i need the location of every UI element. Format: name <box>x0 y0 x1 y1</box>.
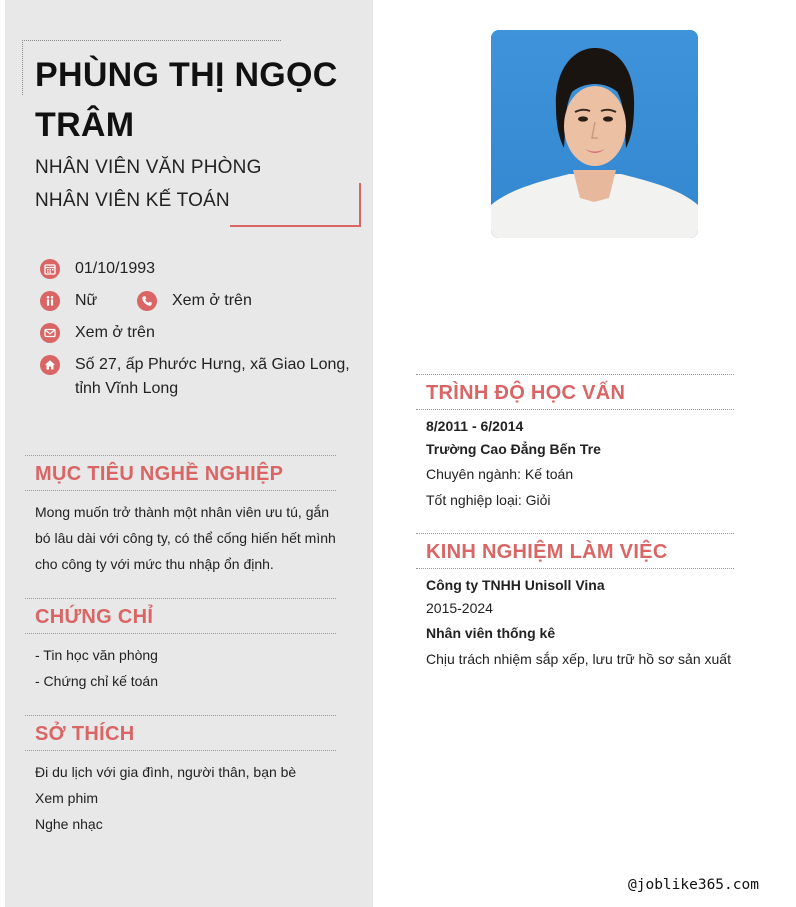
education-major: Chuyên ngành: Kế toán <box>426 466 574 482</box>
experience-title: KINH NGHIỆM LÀM VIỆC <box>426 541 668 563</box>
hobby-item: Đi du lịch với gia đình, người thân, bạn bè <box>35 764 297 780</box>
profile-photo <box>491 30 698 238</box>
experience-company: Công ty TNHH Unisoll Vina <box>426 577 605 593</box>
hobbies-header <box>25 715 336 751</box>
objective-title: MỤC TIÊU NGHỀ NGHIỆP <box>35 463 284 485</box>
experience-header <box>416 533 734 569</box>
home-icon <box>40 355 60 375</box>
certificate-item: - Chứng chỉ kế toán <box>35 673 158 689</box>
hobby-item: Xem phim <box>35 790 99 806</box>
watermark-text: @joblike365.com <box>628 877 759 893</box>
experience-period: 2015-2024 <box>426 600 493 616</box>
objective-header <box>25 455 336 491</box>
certificate-item: - Tin học văn phòng <box>35 647 158 663</box>
candidate-name: PHÙNG THỊ NGỌC TRÂM <box>35 56 338 144</box>
education-grade: Tốt nghiệp loại: Giỏi <box>426 492 551 508</box>
education-title: TRÌNH ĐỘ HỌC VẤN <box>426 382 626 404</box>
portrait-illustration <box>491 30 698 238</box>
education-school: Trường Cao Đẳng Bến Tre <box>426 441 601 457</box>
phone-icon <box>137 291 157 311</box>
hobby-item: Nghe nhạc <box>35 816 103 832</box>
objective-text: Mong muốn trở thành một nhân viên ưu tú, gắn bó lâu dài với công ty, có thể cống hiến hết mình cho công ty với mức thu nhập ổn định. <box>35 504 336 572</box>
education-period: 8/2011 - 6/2014 <box>426 418 524 434</box>
calendar-icon <box>40 259 60 279</box>
phone-value: Xem ở trên <box>172 292 252 309</box>
email-value: Xem ở trên <box>75 324 155 341</box>
certificates-title: CHỨNG CHỈ <box>35 606 154 628</box>
gender-value: Nữ <box>75 292 98 309</box>
job-title-2: NHÂN VIÊN KẾ TOÁN <box>35 190 230 211</box>
gender-icon <box>40 291 60 311</box>
job-title-1: NHÂN VIÊN VĂN PHÒNG <box>35 157 262 178</box>
address-value: Số 27, ấp Phước Hưng, xã Giao Long, tỉnh Vĩnh Long <box>75 356 350 397</box>
job-frame-decoration <box>230 183 361 227</box>
experience-position: Nhân viên thống kê <box>426 625 556 641</box>
email-icon <box>40 323 60 343</box>
hobbies-title: SỞ THÍCH <box>35 723 135 745</box>
birthday-value: 01/10/1993 <box>75 260 156 277</box>
experience-description: Chịu trách nhiệm sắp xếp, lưu trữ hồ sơ sản xuất <box>426 651 731 667</box>
education-header <box>416 374 734 410</box>
certificates-header <box>25 598 336 634</box>
